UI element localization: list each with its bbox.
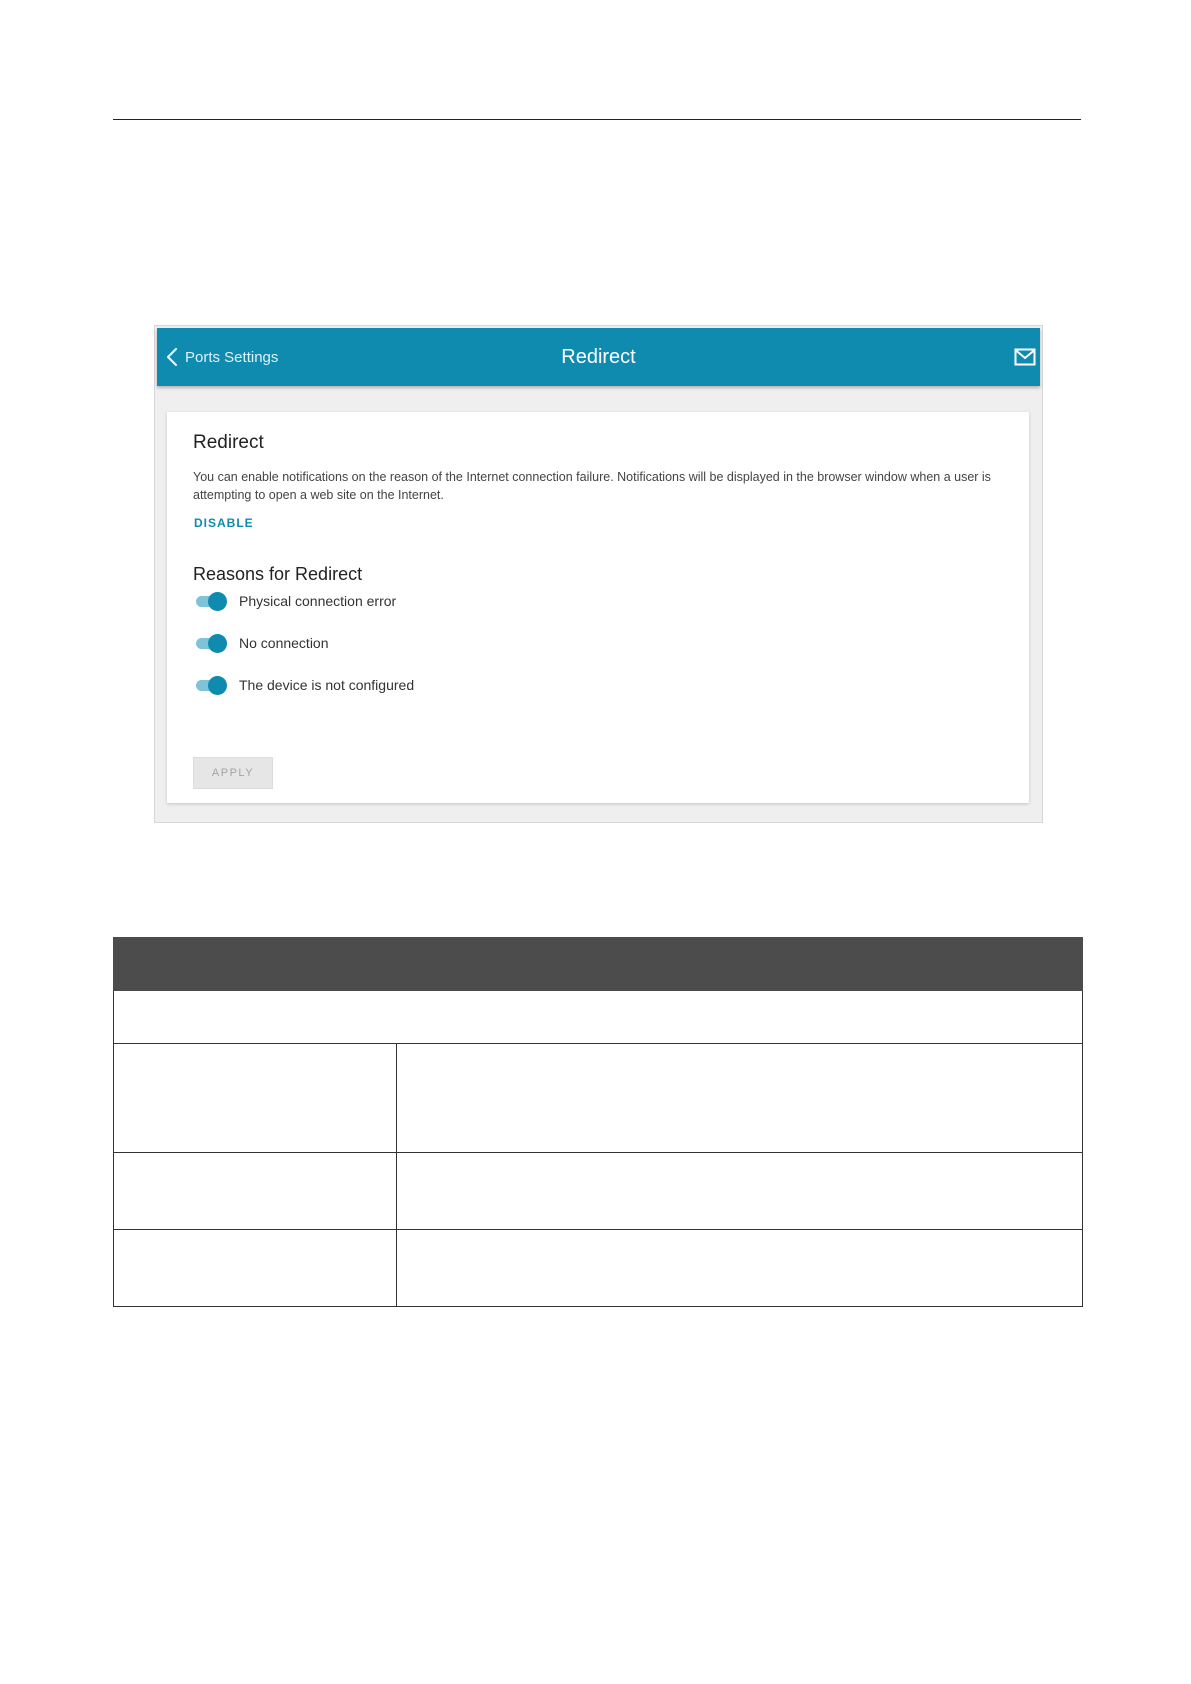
table-header-row [114,938,1083,991]
disable-button[interactable]: DISABLE [194,516,254,530]
redirect-card [167,412,1029,803]
page-header-rule [113,119,1081,120]
table-row [114,1044,1083,1153]
table-row [114,1230,1083,1307]
toggle-label: No connection [239,635,329,651]
ui-screenshot [154,325,1043,823]
table-cell [397,1153,1083,1230]
card-title: Redirect [193,432,264,453]
toggle-device-not-configured[interactable] [195,676,414,694]
chevron-left-icon [165,347,179,367]
table-cell [114,1153,397,1230]
toggle-switch[interactable] [195,592,227,610]
table-cell [397,1044,1083,1153]
table-cell [114,1044,397,1153]
toggle-knob [208,592,227,611]
card-description: You can enable notifications on the reason of the Internet connection failure. Notifications will be displayed in the browser window when a user is attempting to open a web site on the Internet. [193,470,991,502]
toggle-knob [208,634,227,653]
parameter-table [113,937,1083,1307]
apply-button[interactable]: APPLY [193,757,273,789]
table-cell [397,1230,1083,1307]
top-bar [157,328,1040,386]
toggle-physical-connection-error[interactable] [195,592,396,610]
toggle-knob [208,676,227,695]
toggle-no-connection[interactable] [195,634,329,652]
table-section-cell [114,991,1083,1044]
toggle-switch[interactable] [195,634,227,652]
back-button[interactable] [165,328,278,386]
toggle-label: The device is not configured [239,677,415,693]
table-cell [114,1230,397,1307]
back-label: Ports Settings [185,348,279,366]
table-row [114,1153,1083,1230]
page-title: Redirect [561,345,636,368]
table-header-cell [397,938,1083,991]
toggle-switch[interactable] [195,676,227,694]
table-section-row [114,991,1083,1044]
envelope-icon[interactable] [1014,348,1036,366]
section-title: Reasons for Redirect [193,564,363,584]
table-header-cell [114,938,397,991]
toggle-label: Physical connection error [239,593,397,609]
